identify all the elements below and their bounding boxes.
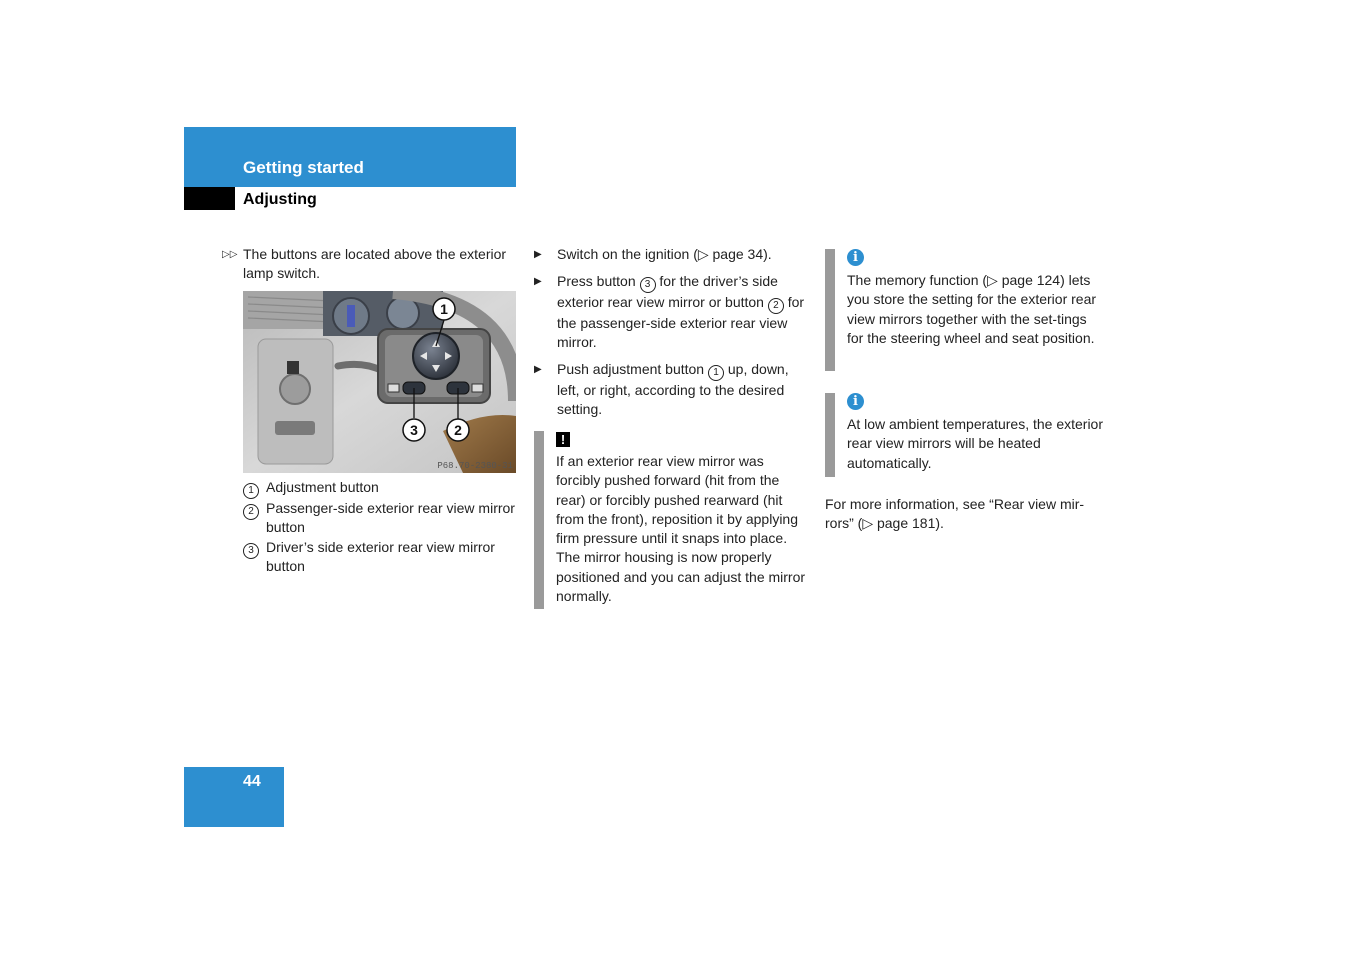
callout-2 [447, 419, 469, 441]
subsection-title: Adjusting [243, 191, 317, 208]
info-text: The memory function (▷ page 124) lets you store the setting for the exterior rear view mirrors together with the set-tings for the steering wheel and seat position. [847, 272, 1097, 346]
step-arrow-icon: ▶ [534, 275, 542, 287]
continuation-note [222, 245, 518, 284]
callout-1 [433, 298, 455, 320]
info-box-heating [825, 393, 1105, 477]
inline-number: 2 [768, 298, 784, 314]
callout-1-label: 1 [440, 301, 448, 317]
warning-icon: ! [556, 432, 570, 447]
legend-text: Adjustment button [266, 479, 379, 495]
info-box-memory [825, 249, 1105, 371]
legend-list [243, 478, 523, 576]
section-title: Getting started [243, 158, 364, 177]
legend-item [243, 538, 523, 577]
page-number-box [184, 767, 284, 827]
legend-number: 2 [243, 504, 259, 520]
continuation-icon: ▷▷ [222, 249, 238, 260]
continuation-text: The buttons are located above the exterior lamp switch. [243, 246, 507, 282]
info-bar [825, 393, 835, 477]
step-arrow-icon: ▶ [534, 249, 542, 260]
step-item [534, 272, 809, 353]
photo-illustration [243, 291, 516, 473]
info-bar [825, 249, 835, 371]
callout-3 [403, 419, 425, 441]
step-text: Press button 3 for the driver’s side exterior rear view mirror or button 2 for the passenger-side exterior rear view mirror. [557, 272, 805, 351]
info-text: At low ambient temperatures, the exterior rear view mirrors will be heated automatically. [847, 416, 1104, 471]
legend-number: 1 [243, 483, 259, 499]
step-item [534, 245, 809, 264]
legend-number: 3 [243, 543, 259, 559]
info-icon: i [847, 393, 864, 410]
warning-bar [534, 431, 544, 609]
header-black-tab [184, 187, 235, 210]
step-text: Push adjustment button 1 up, down, left, or right, according to the desired setting. [557, 360, 789, 418]
legend-text: Passenger-side exterior rear view mirror button [266, 500, 515, 536]
inline-number: 1 [708, 365, 724, 381]
header-band [184, 127, 516, 187]
legend-item [243, 478, 523, 499]
page-number: 44 [243, 773, 261, 790]
callout-3-label: 3 [410, 422, 418, 438]
legend-item [243, 499, 523, 538]
step-item [534, 360, 809, 420]
callout-2-label: 2 [454, 422, 462, 438]
info-icon: i [847, 249, 864, 266]
inline-number: 3 [640, 277, 656, 293]
warning-box [534, 431, 809, 609]
legend-text: Driver’s side exterior rear view mirror button [266, 538, 495, 574]
step-text: Switch on the ignition (▷ page 34). [557, 246, 772, 262]
instruction-steps [534, 245, 809, 427]
warning-text: If an exterior rear view mirror was forcibly pushed forward (hit from the rear) or forcibly pushed rearward (hit from the front), reposition it by applying firm pressure until it snaps into place. The mirror housing is now properly positioned and you can adjust the mirror normally. [556, 453, 806, 605]
mirror-switch-photo [243, 291, 516, 473]
photo-code: P68.70-2380-31 [437, 461, 513, 471]
more-info-text: For more information, see “Rear view mir-rors” (▷ page 181). [825, 496, 1085, 532]
step-arrow-icon: ▶ [534, 363, 542, 375]
